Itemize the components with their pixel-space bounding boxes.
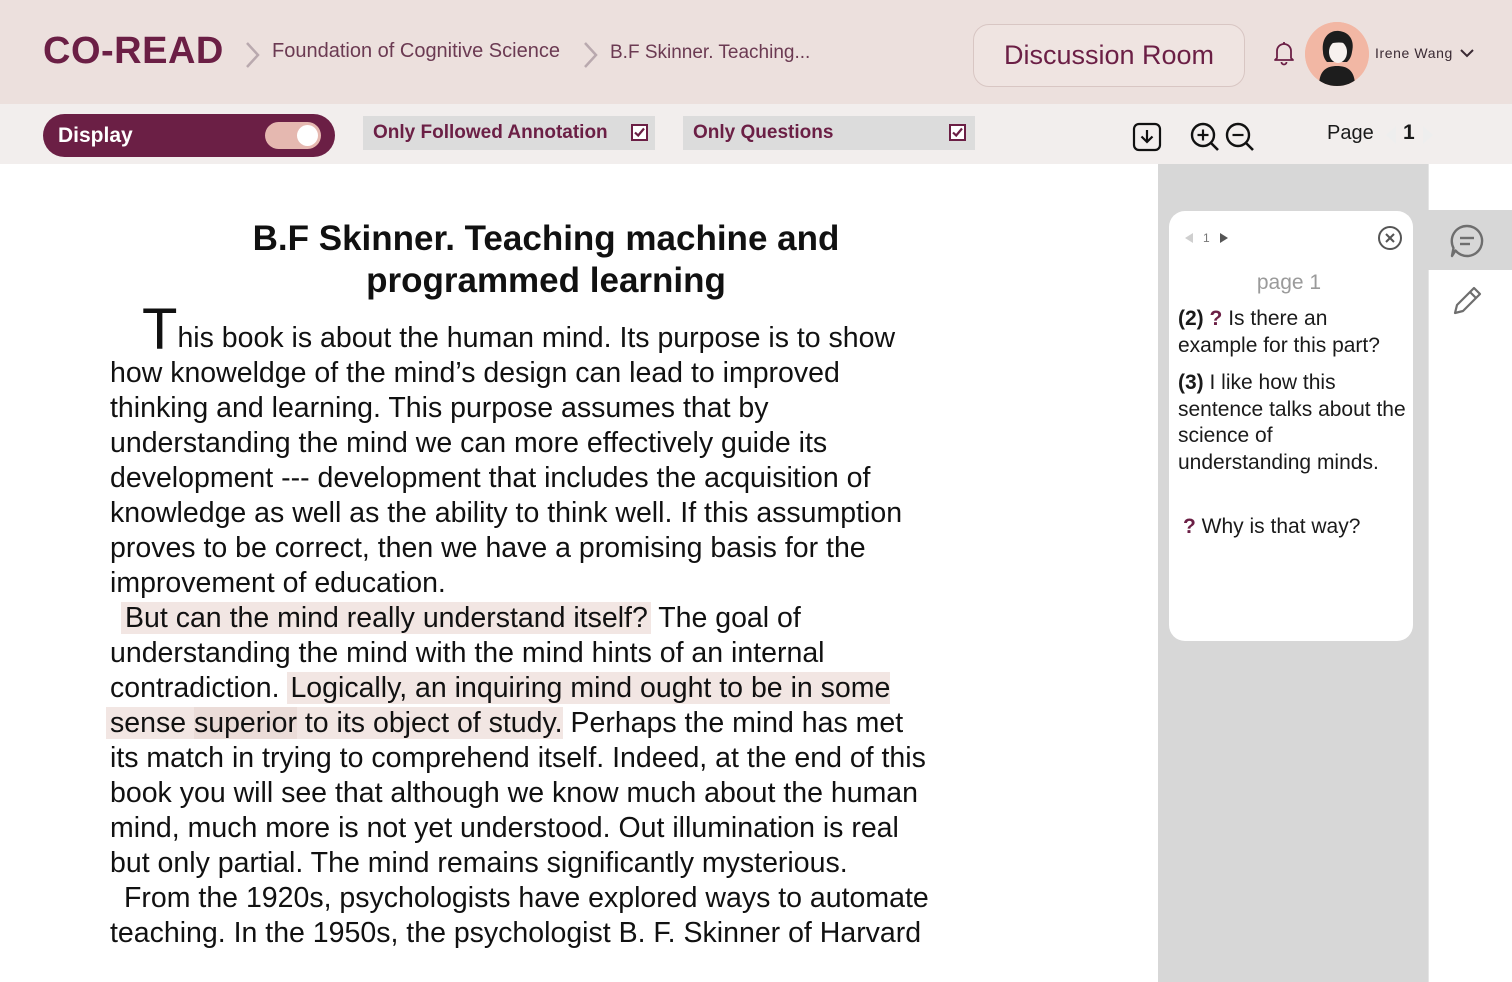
toggle-knob <box>297 125 318 146</box>
zoom-in-icon[interactable] <box>1189 121 1221 153</box>
highlight-superior[interactable]: superior <box>193 707 297 739</box>
highlight-logic[interactable]: sense <box>106 707 194 739</box>
question-mark-icon: ? <box>1209 307 1223 330</box>
text-line: proves to be correct, then we have a promising basis for the <box>110 532 866 564</box>
caret-right-icon[interactable] <box>1421 124 1435 146</box>
text-span: his book is about the human mind. Its purpose is to show <box>177 322 896 354</box>
annotation-item[interactable] <box>1183 514 1413 541</box>
text-line: From the 1920s, psychologists have explored ways to automate <box>124 882 929 914</box>
text-line: development --- development that includes the acquisition of <box>110 462 871 494</box>
app-header <box>0 0 1512 104</box>
annotation-item[interactable] <box>1178 306 1408 359</box>
text-span: Perhaps the mind has met <box>562 707 904 739</box>
annotation-card <box>1169 211 1413 641</box>
display-toggle[interactable] <box>265 122 321 149</box>
title-line: programmed learning <box>366 261 726 300</box>
highlight-logic[interactable]: to its object of study. <box>296 707 563 739</box>
text-line <box>110 671 990 706</box>
annotation-text: I like how this sentence talks about the science of understanding minds. <box>1178 371 1406 474</box>
breadcrumb-reading[interactable]: B.F Skinner. Teaching... <box>610 42 811 63</box>
highlight-logic[interactable]: Logically, an inquiring mind ought to be in some <box>287 672 890 704</box>
annotation-index: (2) <box>1178 307 1204 330</box>
discussion-room-button[interactable]: Discussion Room <box>973 24 1245 87</box>
text-line: book you will see that although we know much about the human <box>110 777 919 809</box>
annotation-page-heading: page 1 <box>1256 271 1322 294</box>
followed-annotation-checkbox[interactable] <box>631 124 648 141</box>
chevron-right-icon <box>242 40 264 70</box>
annotation-nav-number: 1 <box>1203 231 1210 245</box>
check-icon <box>633 126 646 139</box>
breadcrumb-course[interactable]: Foundation of Cognitive Science <box>272 40 560 62</box>
zoom-out-icon[interactable] <box>1224 121 1256 153</box>
text-line: but only partial. The mind remains significantly mysterious. <box>110 847 848 879</box>
text-line <box>106 706 990 741</box>
display-label: Display <box>58 124 133 147</box>
bell-icon[interactable] <box>1269 38 1299 68</box>
text-line: teaching. In the 1950s, the psychologist B. F. Skinner of Harvard <box>110 917 922 949</box>
download-icon[interactable] <box>1131 121 1163 153</box>
filter-only-questions[interactable] <box>683 116 975 150</box>
reader-toolbar <box>0 104 1512 164</box>
document-title <box>110 218 982 302</box>
filter-label: Only Questions <box>693 122 834 143</box>
check-icon <box>951 126 964 139</box>
avatar[interactable] <box>1305 22 1369 86</box>
annotation-text: Why is that way? <box>1201 515 1361 538</box>
user-name[interactable]: Irene Wang <box>1375 45 1453 61</box>
pencil-icon[interactable] <box>1450 284 1488 322</box>
close-circle-icon[interactable] <box>1377 225 1403 251</box>
comment-icon[interactable] <box>1448 222 1486 260</box>
text-line: its match in trying to comprehend itself. Indeed, at the end of this <box>110 742 926 774</box>
text-line: thinking and learning. This purpose assumes that by <box>110 392 769 424</box>
text-line <box>110 601 990 636</box>
title-line: B.F Skinner. Teaching machine and <box>252 219 840 258</box>
text-line: understanding the mind with the mind hints of an internal <box>110 637 825 669</box>
text-span: contradiction. <box>110 672 288 704</box>
caret-left-icon[interactable] <box>1384 124 1398 146</box>
app-logo[interactable]: CO-READ <box>43 30 224 72</box>
filter-followed-annotation[interactable] <box>363 116 655 150</box>
question-mark-icon: ? <box>1183 515 1196 538</box>
annotation-index: (3) <box>1178 371 1204 394</box>
text-line: understanding the mind we can more effectively guide its <box>110 427 828 459</box>
text-line <box>110 297 990 362</box>
chevron-down-icon[interactable] <box>1458 44 1476 62</box>
chevron-right-icon <box>580 40 602 70</box>
document-body <box>110 297 990 951</box>
annotation-item[interactable] <box>1178 370 1408 476</box>
display-toggle-group[interactable] <box>43 114 335 157</box>
only-questions-checkbox[interactable] <box>949 124 966 141</box>
annotation-text: Is there an example for this part? <box>1178 307 1380 357</box>
text-line: how knoweldge of the mind’s design can lead to improved <box>110 357 840 389</box>
caret-left-icon[interactable] <box>1183 231 1195 245</box>
text-line: knowledge as well as the ability to think well. If this assumption <box>110 497 903 529</box>
filter-label: Only Followed Annotation <box>373 122 608 143</box>
text-span: The goal of <box>650 602 801 634</box>
page-number[interactable]: 1 <box>1403 121 1415 144</box>
drop-cap: T <box>142 297 178 362</box>
caret-right-icon[interactable] <box>1218 231 1230 245</box>
highlight-question[interactable]: But can the mind really understand itself? <box>121 602 651 634</box>
page-label: Page <box>1327 122 1374 144</box>
text-line: improvement of education. <box>110 567 446 599</box>
text-line: mind, much more is not yet understood. Out illumination is real <box>110 812 899 844</box>
